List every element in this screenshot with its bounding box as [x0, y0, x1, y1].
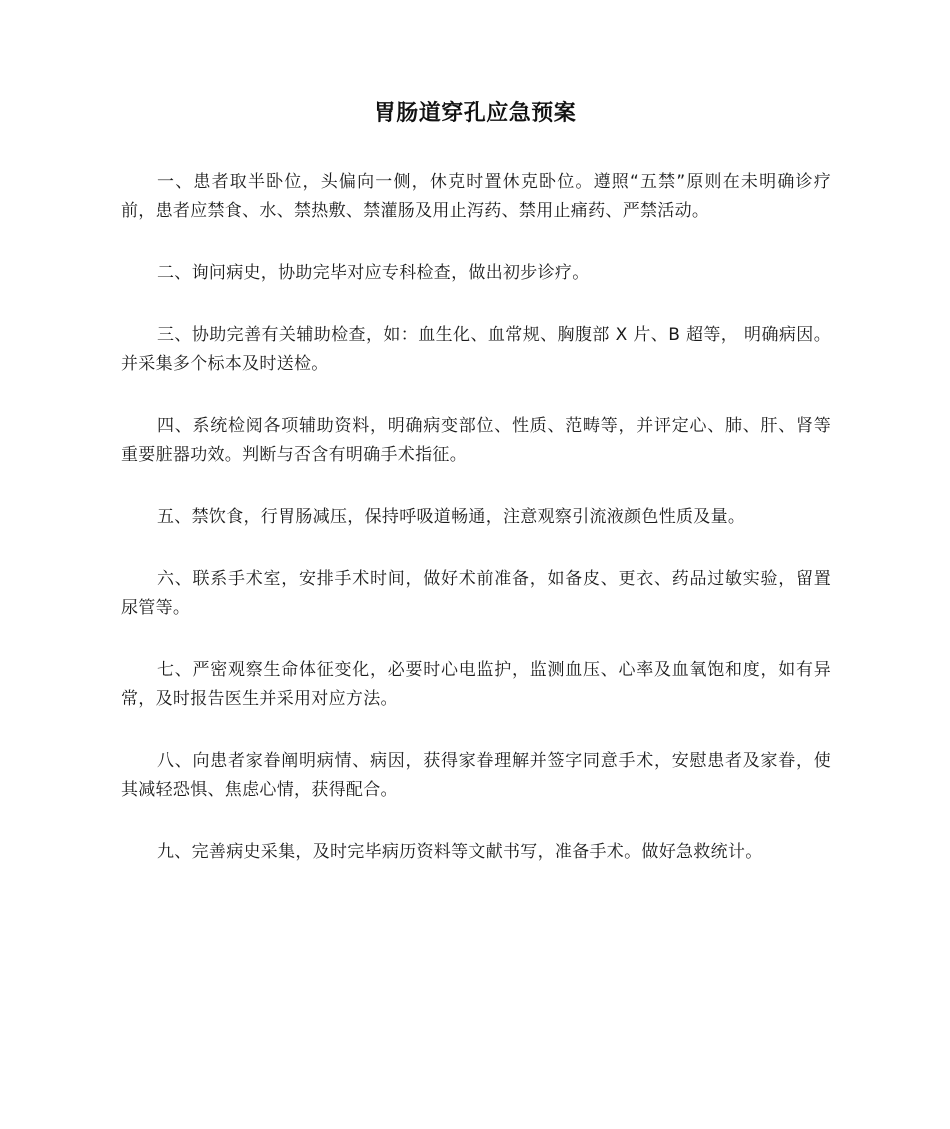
- paragraph-2: 二、询问病史，协助完毕对应专科检查，做出初步诊疗。: [157, 263, 590, 283]
- paragraph-9: 九、完善病史采集，及时完毕病历资料等文献书写，准备手术。做好急救统计。: [157, 842, 763, 862]
- paragraph-8: 八、向患者家眷阐明病情、病因，获得家眷理解并签字同意手术，安慰患者及家眷，使其减轻恐惧、焦虑心情，获得配合。: [121, 751, 831, 800]
- paragraph-4: 四、系统检阅各项辅助资料，明确病变部位、性质、范畴等，并评定心、肺、肝、肾等重要脏器功效。判断与否含有明确手术指征。: [121, 416, 831, 465]
- paragraph-7: 七、严密观察生命体征变化，必要时心电监护，监测血压、心率及血氧饱和度，如有异常，及时报告医生并采用对应方法。: [121, 660, 831, 709]
- document-body: [121, 168, 831, 900]
- paragraph-5: 五、禁饮食，行胃肠减压，保持呼吸道畅通，注意观察引流液颜色性质及量。: [157, 507, 746, 527]
- document-title: 胃肠道穿孔应急预案: [373, 101, 577, 126]
- paragraph-3: 三、协助完善有关辅助检查，如：血生化、血常规、胸腹部 X 片、B 超等， 明确病因。并采集多个标本及时送检。: [121, 325, 831, 374]
- paragraph-1: 一、患者取半卧位，头偏向一侧，休克时置休克卧位。遵照“五禁”原则在未明确诊疗前，患者应禁食、水、禁热敷、禁灌肠及用止泻药、禁用止痛药、严禁活动。: [121, 172, 831, 221]
- paragraph-6: 六、联系手术室，安排手术时间，做好术前准备，如备皮、更衣、药品过敏实验，留置尿管等。: [121, 569, 831, 618]
